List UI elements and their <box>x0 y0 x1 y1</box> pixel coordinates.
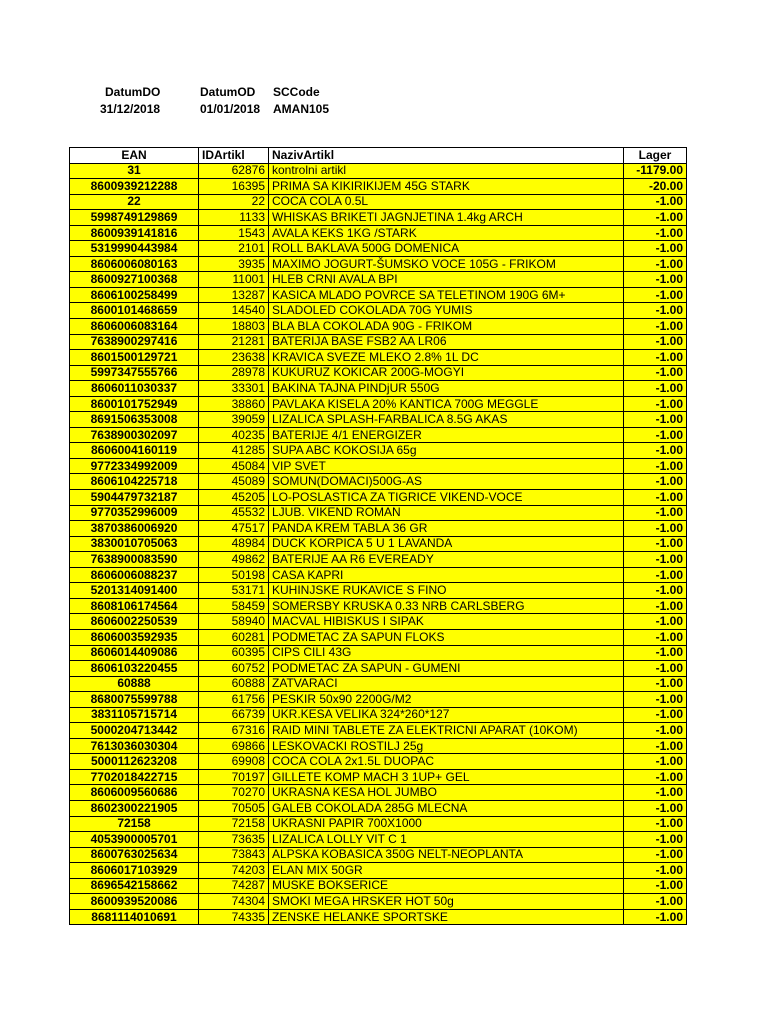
table-row <box>70 878 687 894</box>
cell-lager: -1.00 <box>624 847 687 863</box>
cell-nazivartikl: ROLL BAKLAVA 500G DOMENICA <box>269 241 624 257</box>
cell-idartikl: 3935 <box>199 256 269 272</box>
cell-lager: -1.00 <box>624 754 687 770</box>
cell-nazivartikl: MAXIMO JOGURT-ŠUMSKO VOCE 105G - FRIKOM <box>269 256 624 272</box>
cell-ean: 8606017103929 <box>70 863 199 879</box>
cell-nazivartikl: BATERIJE 4/1 ENERGIZER <box>269 427 624 443</box>
table-row <box>70 194 687 210</box>
table-row <box>70 210 687 226</box>
table-row <box>70 241 687 257</box>
cell-nazivartikl: LIZALICA SPLASH-FARBALICA 8.5G AKAS <box>269 412 624 428</box>
cell-ean: 31 <box>70 163 199 179</box>
table-row <box>70 847 687 863</box>
cell-ean: 5904479732187 <box>70 490 199 506</box>
cell-lager: -1.00 <box>624 909 687 925</box>
table-row <box>70 350 687 366</box>
cell-lager: -1.00 <box>624 319 687 335</box>
cell-idartikl: 18803 <box>199 319 269 335</box>
cell-ean: 5319990443984 <box>70 241 199 257</box>
cell-nazivartikl: GALEB COKOLADA 285G MLECNA <box>269 800 624 816</box>
cell-idartikl: 61756 <box>199 692 269 708</box>
cell-nazivartikl: LO-POSLASTICA ZA TIGRICE VIKEND-VOCE <box>269 490 624 506</box>
cell-idartikl: 72158 <box>199 816 269 832</box>
cell-nazivartikl: ELAN MIX 50GR <box>269 863 624 879</box>
cell-lager: -1.00 <box>624 303 687 319</box>
table-row <box>70 645 687 661</box>
cell-idartikl: 39059 <box>199 412 269 428</box>
table-row <box>70 769 687 785</box>
cell-ean: 8680075599788 <box>70 692 199 708</box>
cell-nazivartikl: UKRASNA KESA HOL JUMBO <box>269 785 624 801</box>
cell-nazivartikl: CASA KAPRI <box>269 567 624 583</box>
cell-idartikl: 1543 <box>199 225 269 241</box>
cell-ean: 3870386006920 <box>70 521 199 537</box>
table-row <box>70 319 687 335</box>
table-row <box>70 909 687 925</box>
cell-idartikl: 69866 <box>199 738 269 754</box>
cell-ean: 8691506353008 <box>70 412 199 428</box>
cell-idartikl: 62876 <box>199 163 269 179</box>
cell-nazivartikl: PANDA KREM TABLA 36 GR <box>269 521 624 537</box>
cell-nazivartikl: LJUB. VIKEND ROMAN <box>269 505 624 521</box>
table-row <box>70 816 687 832</box>
cell-idartikl: 60888 <box>199 676 269 692</box>
cell-idartikl: 58940 <box>199 614 269 630</box>
cell-lager: -20.00 <box>624 179 687 195</box>
table-row <box>70 598 687 614</box>
cell-nazivartikl: BATERIJA BASE FSB2 AA LR06 <box>269 334 624 350</box>
cell-nazivartikl: CIPS CILI 43G <box>269 645 624 661</box>
cell-lager: -1.00 <box>624 194 687 210</box>
cell-lager: -1.00 <box>624 567 687 583</box>
cell-ean: 8606011030337 <box>70 381 199 397</box>
cell-ean: 7613036030304 <box>70 738 199 754</box>
cell-lager: -1.00 <box>624 350 687 366</box>
cell-ean: 5201314091400 <box>70 583 199 599</box>
cell-ean: 5997347555766 <box>70 365 199 381</box>
table-row <box>70 179 687 195</box>
cell-ean: 8606104225718 <box>70 474 199 490</box>
cell-lager: -1.00 <box>624 676 687 692</box>
cell-ean: 8606003592935 <box>70 629 199 645</box>
cell-lager: -1.00 <box>624 832 687 848</box>
cell-nazivartikl: ZENSKE HELANKE SPORTSKE <box>269 909 624 925</box>
cell-nazivartikl: SOMERSBY KRUSKA 0.33 NRB CARLSBERG <box>269 598 624 614</box>
cell-ean: 8601500129721 <box>70 350 199 366</box>
column-header-lager: Lager <box>624 148 687 164</box>
cell-lager: -1.00 <box>624 785 687 801</box>
cell-lager: -1.00 <box>624 396 687 412</box>
cell-lager: -1.00 <box>624 427 687 443</box>
cell-nazivartikl: PAVLAKA KISELA 20% KANTICA 700G MEGGLE <box>269 396 624 412</box>
cell-nazivartikl: ZATVARACI <box>269 676 624 692</box>
cell-nazivartikl: GILLETE KOMP MACH 3 1UP+ GEL <box>269 769 624 785</box>
cell-nazivartikl: PRIMA SA KIKIRIKIJEM 45G STARK <box>269 179 624 195</box>
cell-nazivartikl: KASICA MLADO POVRCE SA TELETINOM 190G 6M+ <box>269 287 624 303</box>
cell-ean: 9770352996009 <box>70 505 199 521</box>
cell-lager: -1.00 <box>624 334 687 350</box>
table-row <box>70 334 687 350</box>
cell-idartikl: 2101 <box>199 241 269 257</box>
cell-ean: 4053900005701 <box>70 832 199 848</box>
column-header-ean: EAN <box>70 148 199 164</box>
cell-nazivartikl: BAKINA TAJNA PINDjUR 550G <box>269 381 624 397</box>
cell-idartikl: 45084 <box>199 458 269 474</box>
cell-idartikl: 45532 <box>199 505 269 521</box>
cell-lager: -1.00 <box>624 645 687 661</box>
table-row <box>70 412 687 428</box>
cell-ean: 8600939141816 <box>70 225 199 241</box>
cell-ean: 8606009560686 <box>70 785 199 801</box>
cell-ean: 3831105715714 <box>70 707 199 723</box>
table-row <box>70 723 687 739</box>
table-row <box>70 800 687 816</box>
table-row <box>70 894 687 910</box>
table-row <box>70 474 687 490</box>
cell-ean: 8696542158662 <box>70 878 199 894</box>
cell-lager: -1.00 <box>624 816 687 832</box>
cell-ean: 7638900297416 <box>70 334 199 350</box>
cell-idartikl: 70270 <box>199 785 269 801</box>
cell-nazivartikl: MUSKE BOKSERICE <box>269 878 624 894</box>
cell-ean: 72158 <box>70 816 199 832</box>
cell-idartikl: 50198 <box>199 567 269 583</box>
table-row <box>70 738 687 754</box>
cell-lager: -1.00 <box>624 738 687 754</box>
table-row <box>70 536 687 552</box>
header-value-sccode: AMAN105 <box>273 102 330 116</box>
table-row <box>70 225 687 241</box>
cell-nazivartikl: kontrolni artikl <box>269 163 624 179</box>
table-row <box>70 614 687 630</box>
table-row <box>70 567 687 583</box>
cell-lager: -1.00 <box>624 458 687 474</box>
cell-lager: -1.00 <box>624 552 687 568</box>
cell-idartikl: 67316 <box>199 723 269 739</box>
cell-ean: 5998749129869 <box>70 210 199 226</box>
cell-ean: 60888 <box>70 676 199 692</box>
cell-ean: 5000204713442 <box>70 723 199 739</box>
cell-idartikl: 33301 <box>199 381 269 397</box>
cell-ean: 3830010705063 <box>70 536 199 552</box>
table-body <box>70 163 687 925</box>
table-row <box>70 676 687 692</box>
cell-lager: -1.00 <box>624 723 687 739</box>
cell-idartikl: 40235 <box>199 427 269 443</box>
cell-ean: 7638900083590 <box>70 552 199 568</box>
cell-nazivartikl: KUKURUZ KOKICAR 200G-MOGYI <box>269 365 624 381</box>
cell-idartikl: 13287 <box>199 287 269 303</box>
cell-nazivartikl: AVALA KEKS 1KG /STARK <box>269 225 624 241</box>
cell-ean: 9772334992009 <box>70 458 199 474</box>
table-row <box>70 396 687 412</box>
cell-nazivartikl: PESKIR 50x90 2200G/M2 <box>269 692 624 708</box>
cell-nazivartikl: WHISKAS BRIKETI JAGNJETINA 1.4kg ARCH <box>269 210 624 226</box>
table-row <box>70 427 687 443</box>
cell-ean: 8600927100368 <box>70 272 199 288</box>
cell-nazivartikl: SUPA ABC KOKOSIJA 65g <box>269 443 624 459</box>
column-header-nazivartikl: NazivArtikl <box>269 148 624 164</box>
cell-idartikl: 73843 <box>199 847 269 863</box>
table-row <box>70 583 687 599</box>
cell-lager: -1.00 <box>624 629 687 645</box>
header-label-sccode: SCCode <box>273 85 320 99</box>
cell-lager: -1.00 <box>624 583 687 599</box>
cell-lager: -1.00 <box>624 598 687 614</box>
cell-lager: -1.00 <box>624 412 687 428</box>
table-row <box>70 785 687 801</box>
table-row <box>70 832 687 848</box>
table-row <box>70 661 687 677</box>
table-row <box>70 629 687 645</box>
table-row <box>70 287 687 303</box>
table-row <box>70 521 687 537</box>
cell-lager: -1.00 <box>624 692 687 708</box>
table-row <box>70 256 687 272</box>
cell-idartikl: 16395 <box>199 179 269 195</box>
cell-idartikl: 21281 <box>199 334 269 350</box>
cell-lager: -1179.00 <box>624 163 687 179</box>
table-row <box>70 443 687 459</box>
table-row <box>70 303 687 319</box>
cell-ean: 7702018422715 <box>70 769 199 785</box>
cell-lager: -1.00 <box>624 287 687 303</box>
cell-lager: -1.00 <box>624 661 687 677</box>
table-header-row <box>70 148 687 164</box>
header-label-datumod: DatumOD <box>200 85 256 99</box>
cell-lager: -1.00 <box>624 490 687 506</box>
cell-lager: -1.00 <box>624 505 687 521</box>
cell-lager: -1.00 <box>624 894 687 910</box>
table-row <box>70 163 687 179</box>
cell-lager: -1.00 <box>624 800 687 816</box>
cell-idartikl: 66739 <box>199 707 269 723</box>
table-row <box>70 692 687 708</box>
cell-lager: -1.00 <box>624 225 687 241</box>
cell-nazivartikl: UKRASNI PAPIR 700X1000 <box>269 816 624 832</box>
cell-idartikl: 74335 <box>199 909 269 925</box>
cell-ean: 7638900302097 <box>70 427 199 443</box>
cell-ean: 8606006083164 <box>70 319 199 335</box>
cell-ean: 8606014409086 <box>70 645 199 661</box>
cell-ean: 8600939212288 <box>70 179 199 195</box>
cell-ean: 8606006080163 <box>70 256 199 272</box>
table-row <box>70 272 687 288</box>
table-row <box>70 490 687 506</box>
cell-nazivartikl: VIP SVET <box>269 458 624 474</box>
cell-ean: 8606103220455 <box>70 661 199 677</box>
cell-nazivartikl: SOMUN(DOMACI)500G-AS <box>269 474 624 490</box>
column-header-idartikl: IDArtikl <box>199 148 269 164</box>
cell-ean: 8600101468659 <box>70 303 199 319</box>
cell-lager: -1.00 <box>624 365 687 381</box>
cell-nazivartikl: KRAVICA SVEZE MLEKO 2.8% 1L DC <box>269 350 624 366</box>
table-row <box>70 365 687 381</box>
cell-ean: 8608106174564 <box>70 598 199 614</box>
cell-idartikl: 70505 <box>199 800 269 816</box>
cell-ean: 8681114010691 <box>70 909 199 925</box>
cell-idartikl: 70197 <box>199 769 269 785</box>
cell-lager: -1.00 <box>624 863 687 879</box>
cell-ean: 8600101752949 <box>70 396 199 412</box>
cell-nazivartikl: COCA COLA 2x1.5L DUOPAC <box>269 754 624 770</box>
cell-nazivartikl: BLA BLA COKOLADA 90G - FRIKOM <box>269 319 624 335</box>
cell-lager: -1.00 <box>624 256 687 272</box>
cell-nazivartikl: RAID MINI TABLETE ZA ELEKTRICNI APARAT (10KOM) <box>269 723 624 739</box>
table-row <box>70 381 687 397</box>
cell-nazivartikl: KUHINJSKE RUKAVICE S FINO <box>269 583 624 599</box>
cell-idartikl: 11001 <box>199 272 269 288</box>
cell-nazivartikl: SLADOLED COKOLADA 70G YUMIS <box>269 303 624 319</box>
cell-idartikl: 23638 <box>199 350 269 366</box>
cell-nazivartikl: MACVAL HIBISKUS I SIPAK <box>269 614 624 630</box>
cell-idartikl: 41285 <box>199 443 269 459</box>
cell-idartikl: 53171 <box>199 583 269 599</box>
cell-idartikl: 47517 <box>199 521 269 537</box>
cell-ean: 22 <box>70 194 199 210</box>
cell-idartikl: 60281 <box>199 629 269 645</box>
cell-nazivartikl: UKR.KESA VELIKA 324*260*127 <box>269 707 624 723</box>
cell-idartikl: 60395 <box>199 645 269 661</box>
cell-idartikl: 58459 <box>199 598 269 614</box>
cell-idartikl: 38860 <box>199 396 269 412</box>
cell-ean: 8600939520086 <box>70 894 199 910</box>
cell-idartikl: 73635 <box>199 832 269 848</box>
cell-lager: -1.00 <box>624 707 687 723</box>
cell-lager: -1.00 <box>624 769 687 785</box>
cell-lager: -1.00 <box>624 381 687 397</box>
cell-ean: 5000112623208 <box>70 754 199 770</box>
cell-nazivartikl: LIZALICA LOLLY VIT C 1 <box>269 832 624 848</box>
cell-idartikl: 22 <box>199 194 269 210</box>
cell-nazivartikl: DUCK KORPICA 5 U 1 LAVANDA <box>269 536 624 552</box>
cell-idartikl: 1133 <box>199 210 269 226</box>
table-row <box>70 707 687 723</box>
cell-ean: 8606100258499 <box>70 287 199 303</box>
cell-idartikl: 49862 <box>199 552 269 568</box>
cell-idartikl: 14540 <box>199 303 269 319</box>
cell-idartikl: 69908 <box>199 754 269 770</box>
table-row <box>70 505 687 521</box>
cell-lager: -1.00 <box>624 878 687 894</box>
cell-nazivartikl: LESKOVACKI ROSTILJ 25g <box>269 738 624 754</box>
cell-nazivartikl: PODMETAC ZA SAPUN FLOKS <box>269 629 624 645</box>
header-label-datumdo: DatumDO <box>105 85 161 99</box>
cell-ean: 8600763025634 <box>70 847 199 863</box>
cell-lager: -1.00 <box>624 241 687 257</box>
cell-idartikl: 28978 <box>199 365 269 381</box>
cell-nazivartikl: PODMETAC ZA SAPUN - GUMENI <box>269 661 624 677</box>
cell-lager: -1.00 <box>624 443 687 459</box>
cell-ean: 8606002250539 <box>70 614 199 630</box>
cell-idartikl: 48984 <box>199 536 269 552</box>
cell-nazivartikl: SMOKI MEGA HRSKER HOT 50g <box>269 894 624 910</box>
cell-idartikl: 45205 <box>199 490 269 506</box>
cell-nazivartikl: HLEB CRNI AVALA BPI <box>269 272 624 288</box>
cell-lager: -1.00 <box>624 272 687 288</box>
cell-lager: -1.00 <box>624 536 687 552</box>
table-row <box>70 754 687 770</box>
inventory-table <box>69 147 687 925</box>
cell-nazivartikl: ALPSKA KOBASICA 350G NELT-NEOPLANTA <box>269 847 624 863</box>
cell-lager: -1.00 <box>624 521 687 537</box>
cell-idartikl: 74304 <box>199 894 269 910</box>
cell-idartikl: 74203 <box>199 863 269 879</box>
table-row <box>70 552 687 568</box>
cell-lager: -1.00 <box>624 474 687 490</box>
cell-idartikl: 60752 <box>199 661 269 677</box>
table-row <box>70 458 687 474</box>
cell-ean: 8606006088237 <box>70 567 199 583</box>
cell-nazivartikl: COCA COLA 0.5L <box>269 194 624 210</box>
header-value-datumdo: 31/12/2018 <box>100 102 161 116</box>
cell-ean: 8602300221905 <box>70 800 199 816</box>
cell-nazivartikl: BATERIJE AA R6 EVEREADY <box>269 552 624 568</box>
cell-idartikl: 74287 <box>199 878 269 894</box>
header-value-datumod: 01/01/2018 <box>200 102 261 116</box>
table-row <box>70 863 687 879</box>
cell-ean: 8606004160119 <box>70 443 199 459</box>
cell-lager: -1.00 <box>624 614 687 630</box>
cell-idartikl: 45089 <box>199 474 269 490</box>
cell-lager: -1.00 <box>624 210 687 226</box>
